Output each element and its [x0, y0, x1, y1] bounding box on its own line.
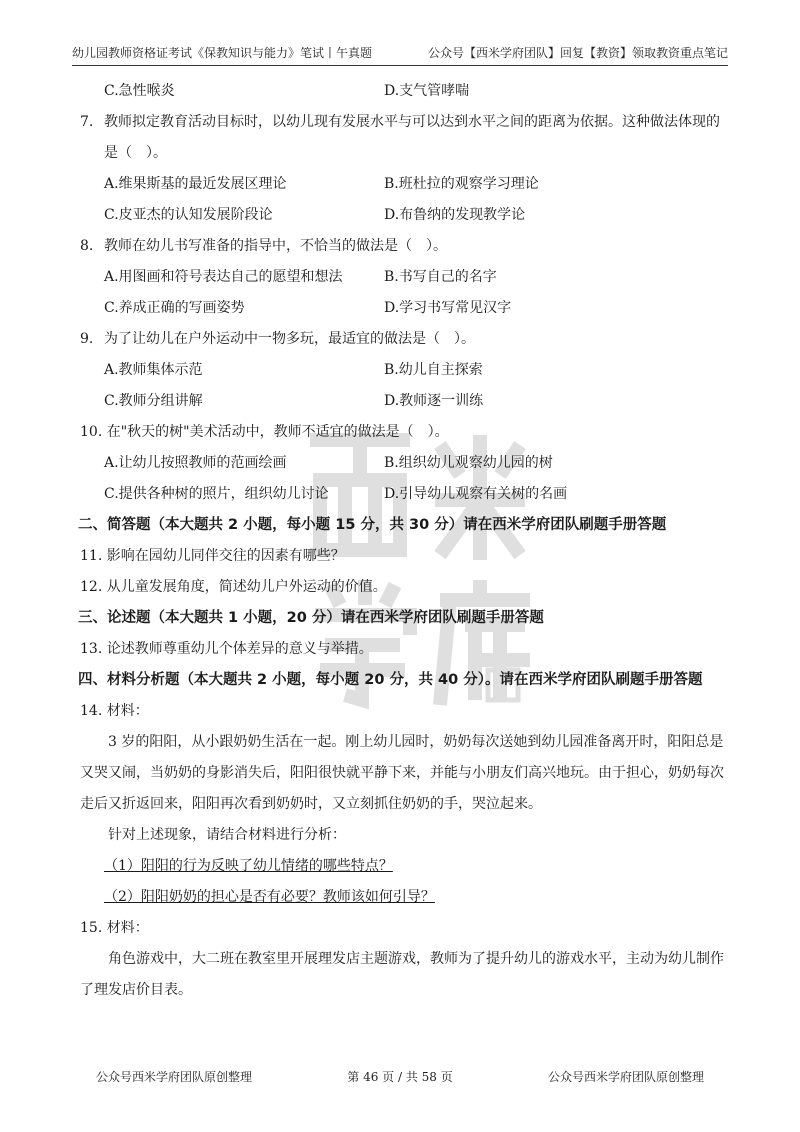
option-c: C.皮亚杰的认知发展阶段论 — [104, 207, 273, 223]
option-b: B.班杜拉的观察学习理论 — [384, 176, 539, 192]
q6-options-row — [80, 76, 724, 107]
question-label: 15. 材料： — [80, 920, 149, 936]
material-line: 走后又折返回来，阳阳再次看到奶奶时，又立刻抓住奶奶的手，哭泣起来。 — [80, 796, 542, 812]
question-7 — [80, 107, 724, 231]
question-9 — [80, 324, 724, 417]
header-right-text: 公众号【西米学府团队】回复【教资】领取教资重点笔记 — [427, 46, 728, 60]
question-15 — [80, 913, 724, 1006]
option-d: D.支气管哮喘 — [384, 83, 470, 99]
sub-question-1: （1）阳阳的行为反映了幼儿情绪的哪些特点？ — [104, 858, 393, 874]
question-text: 在"秋天的树"美术活动中，教师不适宜的做法是（ ）。 — [106, 424, 449, 440]
question-13: 13. 论述教师尊重幼儿个体差异的意义与举措。 — [80, 641, 373, 657]
sub-question-2: （2）阳阳奶奶的担心是否有必要？教师该如何引导？ — [104, 889, 435, 905]
option-a: A.教师集体示范 — [104, 362, 203, 378]
option-a: A.让幼儿按照教师的范画绘画 — [104, 455, 287, 471]
page-number: 第 46 页 / 共 58 页 — [347, 1070, 453, 1084]
question-number: 9. — [80, 331, 94, 347]
option-d: D.引导幼儿观察有关树的名画 — [384, 486, 568, 502]
page-footer — [96, 1068, 704, 1085]
section-heading-material-analysis: 四、材料分析题（本大题共 2 小题，每小题 20 分，共 40 分）。请在西米学府团队刷题手册答题 — [78, 672, 703, 688]
footer-right-text: 公众号西米学府团队原创整理 — [547, 1070, 704, 1084]
section-heading-essay: 三、论述题（本大题共 1 小题，20 分）请在西米学府团队刷题手册答题 — [78, 610, 544, 626]
material-paragraph — [80, 944, 724, 1006]
header-left-text: 幼儿园教师资格证考试《保教知识与能力》笔试丨午真题 — [72, 46, 373, 60]
material-paragraph — [80, 727, 724, 820]
material-line: 又哭又闹，当奶奶的身影消失后，阳阳很快就平静下来，并能与小朋友们高兴地玩。由于担心，奶奶每次 — [80, 765, 724, 781]
question-8 — [80, 231, 724, 324]
material-line: 了理发店价目表。 — [80, 982, 192, 998]
option-a: A.用图画和符号表达自己的愿望和想法 — [104, 269, 343, 285]
question-number: 7. — [80, 114, 94, 130]
section-heading-short-answer: 二、简答题（本大题共 2 小题，每小题 15 分，共 30 分）请在西米学府团队刷题手册答题 — [78, 517, 667, 533]
option-c: C.提供各种树的照片，组织幼儿讨论 — [104, 486, 329, 502]
question-text: 教师在幼儿书写准备的指导中，不恰当的做法是（ ）。 — [104, 238, 447, 254]
question-number: 10. — [80, 424, 103, 440]
option-c: C.教师分组讲解 — [104, 393, 203, 409]
question-label: 14. 材料： — [80, 703, 149, 719]
material-line: 角色游戏中，大二班在教室里开展理发店主题游戏，教师为了提升幼儿的游戏水平，主动为幼儿制作 — [108, 951, 724, 967]
option-b: B.书写自己的名字 — [384, 269, 497, 285]
analysis-prompt: 针对上述现象，请结合材料进行分析： — [108, 827, 346, 843]
option-d: D.教师逐一训练 — [384, 393, 484, 409]
option-a: A.维果斯基的最近发展区理论 — [104, 176, 287, 192]
option-b: B.幼儿自主探索 — [384, 362, 483, 378]
option-c: C.养成正确的写画姿势 — [104, 300, 245, 316]
question-14 — [80, 696, 724, 913]
option-b: B.组织幼儿观察幼儿园的树 — [384, 455, 553, 471]
question-11: 11. 影响在园幼儿同伴交往的因素有哪些？ — [80, 548, 345, 564]
question-text: 为了让幼儿在户外运动中一物多玩，最适宜的做法是（ ）。 — [104, 331, 475, 347]
page-header — [72, 44, 728, 66]
material-line: 3 岁的阳阳，从小跟奶奶生活在一起。刚上幼儿园时，奶奶每次送她到幼儿园准备离开时，阳阳总是 — [108, 734, 724, 750]
option-c: C.急性喉炎 — [104, 83, 175, 99]
question-text-cont: 是（ ）。 — [104, 145, 167, 161]
option-d: D.布鲁纳的发现教学论 — [384, 207, 526, 223]
question-text: 教师拟定教育活动目标时，以幼儿现有发展水平与可以达到水平之间的距离为依据。这种做法体现的 — [104, 114, 720, 130]
exam-content — [80, 76, 724, 1006]
question-number: 8. — [80, 238, 94, 254]
question-10 — [80, 417, 724, 510]
question-12: 12. 从儿童发展角度，简述幼儿户外运动的价值。 — [80, 579, 387, 595]
option-d: D.学习书写常见汉字 — [384, 300, 512, 316]
footer-left-text: 公众号西米学府团队原创整理 — [96, 1070, 253, 1084]
